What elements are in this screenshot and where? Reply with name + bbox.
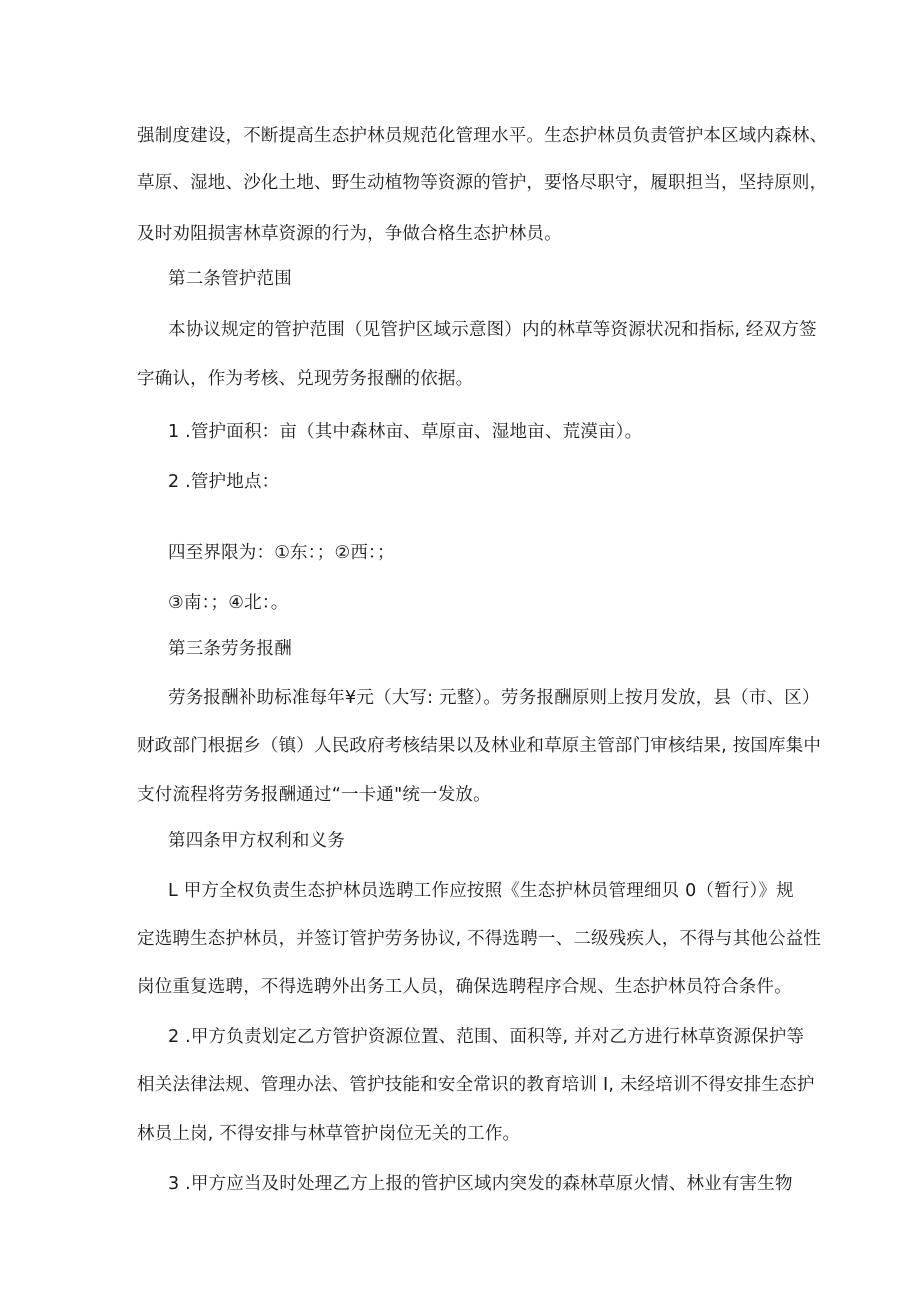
boundary-line-1: 四至界限为：①东：；②西：； <box>168 543 395 563</box>
paragraph-line-18: 岗位重复选聘，不得选聘外出务工人员，确保选聘程序合规、生态护林员符合条件。 <box>137 977 792 997</box>
paragraph-line-19: 2 .甲方负责划定乙方管护资源位置、范围、面积等, 并对乙方进行林草资源保护等 <box>168 1027 805 1047</box>
boundary-line-2: ③南：；④北：。 <box>168 593 289 613</box>
paragraph-line-16: L 甲方全权负责生态护林员选聘工作应按照《生态护林员管理细贝 0（暂行）》规 <box>168 881 794 901</box>
paragraph-line-2: 草原、湿地、沙化土地、野生动植物等资源的管护，要恪尽职守，履职担当，坚持原则， <box>137 173 828 193</box>
paragraph-line-1: 强制度建设，不断提高生态护林员规范化管理水平。生态护林员负责管护本区域内森林、 <box>137 126 828 146</box>
section-heading-3: 第三条劳务报酬 <box>168 639 292 659</box>
list-item-area: 1 .管护面积：亩（其中森林亩、草原亩、湿地亩、荒漠亩）。 <box>168 422 643 442</box>
paragraph-line-22: 3 .甲方应当及时处理乙方上报的管护区域内突发的森林草原火情、林业有害生物 <box>168 1174 793 1194</box>
paragraph-line-6: 字确认，作为考核、兑现劳务报酬的依据。 <box>137 369 474 389</box>
paragraph-line-3: 及时劝阻损害林草资源的行为，争做合格生态护林员。 <box>137 224 562 244</box>
list-item-location: 2 .管护地点： <box>168 472 280 492</box>
paragraph-line-21: 林员上岗, 不得安排与林草管护岗位无关的工作。 <box>137 1124 521 1144</box>
paragraph-line-12: 劳务报酬补助标准每年¥元（大写: 元整）。劳务报酬原则上按月发放，县（市、区） <box>168 688 820 708</box>
paragraph-line-20: 相关法律法规、管理办法、管护技能和安全常识的教育培训 I, 未经培训不得安排生态护 <box>137 1075 815 1095</box>
paragraph-line-14: 支付流程将劳务报酬通过“一卡通"统一发放。 <box>137 785 491 805</box>
paragraph-line-13: 财政部门根据乡（镇）人民政府考核结果以及林业和草原主管部门审核结果, 按国库集中 <box>137 736 822 756</box>
paragraph-line-17: 定选聘生态护林员，并签订管护劳务协议, 不得选聘一、二级残疾人，不得与其他公益性 <box>137 929 822 949</box>
section-heading-2: 第二条管护范围 <box>168 269 292 289</box>
paragraph-line-5: 本协议规定的管护范围（见管护区域示意图）内的林草等资源状况和指标, 经双方签 <box>168 320 817 340</box>
section-heading-4: 第四条甲方权利和义务 <box>168 831 345 851</box>
